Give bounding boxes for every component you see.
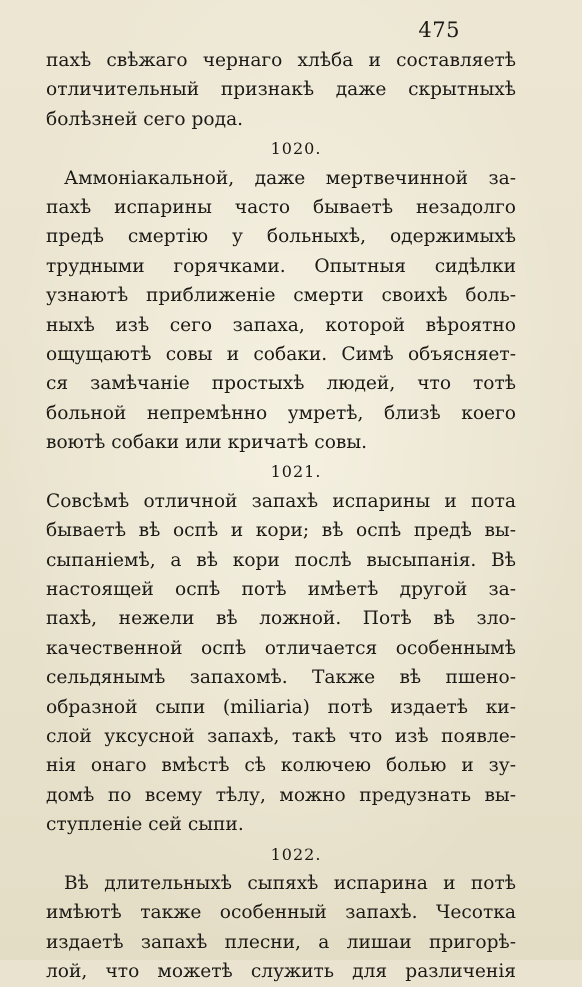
text-line: Совсѣмѣ отличной запахѣ испарины и пота <box>46 490 516 512</box>
text-line: Аммоніакальной, даже мертвечинной за- <box>64 167 516 189</box>
page-text <box>46 46 516 987</box>
text-line: нія онаго вмѣстѣ сѣ колючею болью и зу- <box>46 755 516 777</box>
text-line: лой, что можетѣ служить для различенія <box>46 961 516 983</box>
text-line: предѣ смертію у больныхѣ, одержимыхѣ <box>46 226 516 248</box>
text-line: слой уксусной запахѣ, такѣ что изѣ появле- <box>46 725 516 747</box>
text-line: настоящей оспѣ потѣ имѣетѣ другой за- <box>46 579 516 601</box>
text-line: ныхѣ изѣ сего запаха, которой вѣроятно <box>46 314 516 336</box>
text-line: ощущаютѣ совы и собаки. Симѣ объясняет- <box>46 343 516 365</box>
text-line: трудными горячками. Опытныя сидѣлки <box>46 255 516 277</box>
text-line: ступленіе сей сыпи. <box>46 814 244 836</box>
section-number: 1020. <box>270 139 322 159</box>
text-line: пахѣ испарины часто бываетѣ незадолго <box>46 196 516 218</box>
text-line: бываетѣ вѣ оспѣ и кори; вѣ оспѣ предѣ вы- <box>46 520 516 542</box>
text-line: издаетѣ запахѣ плесни, а лишаи пригорѣ- <box>46 931 516 953</box>
section-number: 1021. <box>270 462 322 482</box>
text-line: образной сыпи (miliaria) потѣ издаетѣ ки- <box>46 696 516 718</box>
text-line: домѣ по всему тѣлу, можно предузнать вы- <box>46 784 516 806</box>
text-line: качественной оспѣ отличается особеннымѣ <box>46 637 516 659</box>
page-number: 475 <box>418 18 460 42</box>
text-line: имѣютѣ также особенный запахѣ. Чесотка <box>46 902 516 924</box>
text-line: узнаютѣ приближеніе смерти своихѣ боль- <box>46 285 516 307</box>
text-line: больной непремѣнно умретѣ, близѣ коего <box>46 402 516 424</box>
text-line: сельдянымѣ запахомѣ. Также вѣ пшено- <box>46 667 516 689</box>
text-line: воютѣ собаки или кричатѣ совы. <box>46 432 368 454</box>
text-line: пахѣ, нежели вѣ ложной. Потѣ вѣ зло- <box>46 608 516 630</box>
text-line: сыпаніемѣ, а вѣ кори послѣ высыпанія. Вѣ <box>46 549 516 571</box>
text-line: пахѣ свѣжаго чернаго хлѣба и составляетѣ <box>46 50 516 71</box>
text-line: болѣзней сего рода. <box>46 108 244 130</box>
section-number: 1022. <box>270 844 322 864</box>
text-line: отличительный признакѣ даже скрытныхѣ <box>46 79 516 101</box>
text-line: ся замѣчаніе простыхѣ людей, что тотѣ <box>46 373 516 395</box>
text-line: Вѣ длительныхѣ сыпяхѣ испарина и потѣ <box>64 872 516 894</box>
